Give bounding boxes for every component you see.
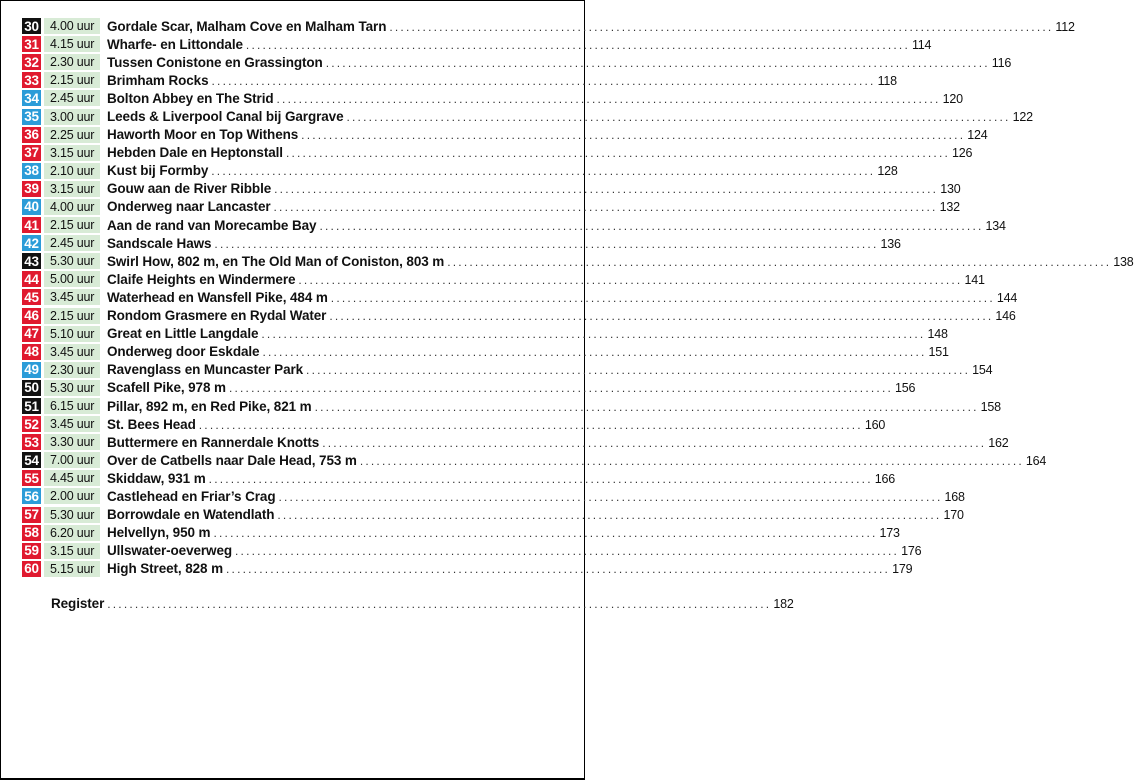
leader-dots: ........................................................................................................................ <box>276 91 941 106</box>
route-title: Borrowdale en Watendlath <box>107 507 275 523</box>
leader-dots: ........................................................................................................................ <box>325 55 990 70</box>
route-page-number: 168 <box>944 489 965 504</box>
route-number-badge: 54 <box>22 452 41 468</box>
route-row[interactable] <box>22 288 1018 306</box>
route-duration: 2.45 uur <box>44 235 100 251</box>
route-page-number: 154 <box>972 363 993 378</box>
route-page-number: 162 <box>988 435 1009 450</box>
route-row[interactable] <box>22 17 1075 35</box>
route-title: Haworth Moor en Top Withens <box>107 127 299 143</box>
route-row[interactable] <box>22 397 1001 415</box>
route-duration: 5.30 uur <box>44 253 100 269</box>
route-duration: 2.10 uur <box>44 163 100 179</box>
route-page-number: 122 <box>1012 110 1033 125</box>
route-duration: 3.45 uur <box>44 344 100 360</box>
route-page-number: 114 <box>911 37 932 52</box>
route-row[interactable] <box>22 433 1009 451</box>
route-title: Buttermere en Rannerdale Knotts <box>107 434 320 450</box>
route-duration: 3.15 uur <box>44 181 100 197</box>
leader-dots: ........................................................................................................................ <box>274 182 939 197</box>
route-number-badge: 50 <box>22 380 41 396</box>
route-duration: 2.15 uur <box>44 308 100 324</box>
leader-dots: ........................................................................................................................ <box>262 345 927 360</box>
route-duration: 5.10 uur <box>44 326 100 342</box>
route-title: Leeds & Liverpool Canal bij Gargrave <box>107 109 344 125</box>
route-duration: 3.15 uur <box>44 145 100 161</box>
register-entry[interactable] <box>51 596 794 611</box>
leader-dots: ........................................................................................................................ <box>346 110 1011 125</box>
route-number-badge: 49 <box>22 362 41 378</box>
leader-dots: ........................................................................................................................ <box>359 453 1024 468</box>
route-row[interactable] <box>22 216 1006 234</box>
route-row[interactable] <box>22 469 895 487</box>
leader-dots: ........................................................................................................................ <box>306 363 971 378</box>
route-page-number: 148 <box>927 327 948 342</box>
route-duration: 3.00 uur <box>44 109 100 125</box>
route-row[interactable] <box>22 506 964 524</box>
route-duration: 5.00 uur <box>44 271 100 287</box>
route-title: Waterhead en Wansfell Pike, 484 m <box>107 289 328 305</box>
leader-dots: ........................................................................................................................ <box>107 597 772 611</box>
route-title: Helvellyn, 950 m <box>107 525 211 541</box>
route-page-number: 130 <box>940 182 961 197</box>
leader-dots: ........................................................................................................................ <box>278 489 943 504</box>
route-title: Scafell Pike, 978 m <box>107 380 226 396</box>
route-title: Kust bij Formby <box>107 163 209 179</box>
route-duration: 3.15 uur <box>44 543 100 559</box>
leader-dots: ........................................................................................................................ <box>273 200 938 215</box>
route-number-badge: 30 <box>22 18 41 34</box>
leader-dots: ........................................................................................................................ <box>226 562 891 577</box>
leader-dots: ........................................................................................................................ <box>245 37 910 52</box>
route-number-badge: 40 <box>22 199 41 215</box>
route-number-badge: 57 <box>22 507 41 523</box>
route-number-badge: 53 <box>22 434 41 450</box>
leader-dots: ........................................................................................................................ <box>330 290 995 305</box>
route-page-number: 112 <box>1055 19 1075 34</box>
route-number-badge: 36 <box>22 127 41 143</box>
route-page-number: 128 <box>877 164 898 179</box>
route-title: Claife Heights en Windermere <box>107 271 296 287</box>
route-title: Ullswater-oeverweg <box>107 543 232 559</box>
route-row[interactable] <box>22 542 922 560</box>
route-title: Ravenglass en Muncaster Park <box>107 362 304 378</box>
route-row[interactable] <box>22 325 948 343</box>
route-title: Hebden Dale en Heptonstall <box>107 145 283 161</box>
route-row[interactable] <box>22 35 932 53</box>
route-page-number: 141 <box>964 272 985 287</box>
leader-dots: ........................................................................................................................ <box>322 435 987 450</box>
route-number-badge: 58 <box>22 525 41 541</box>
route-number-badge: 33 <box>22 72 41 88</box>
route-number-badge: 59 <box>22 543 41 559</box>
route-page-number: 170 <box>943 508 964 523</box>
register-page: 182 <box>773 597 794 611</box>
route-title: Gouw aan de River Ribble <box>107 181 272 197</box>
route-duration: 2.25 uur <box>44 127 100 143</box>
route-title: Great en Little Langdale <box>107 326 259 342</box>
route-page-number: 160 <box>864 417 886 432</box>
leader-dots: ........................................................................................................................ <box>208 471 873 486</box>
route-title: Rondom Grasmere en Rydal Water <box>107 308 327 324</box>
route-number-badge: 52 <box>22 416 41 432</box>
route-row[interactable] <box>22 107 1033 125</box>
route-page-number: 151 <box>928 345 949 360</box>
route-row[interactable] <box>22 180 961 198</box>
route-title: Tussen Conistone en Grassington <box>107 54 323 70</box>
route-duration: 4.00 uur <box>44 18 100 34</box>
route-duration: 3.45 uur <box>44 289 100 305</box>
route-title: Over de Catbells naar Dale Head, 753 m <box>107 452 357 468</box>
route-duration: 5.15 uur <box>44 561 100 577</box>
route-page-number: 158 <box>980 399 1001 414</box>
route-page-number: 176 <box>901 544 922 559</box>
leader-dots: ........................................................................................................................ <box>261 327 926 342</box>
route-duration: 7.00 uur <box>44 452 100 468</box>
route-number-badge: 41 <box>22 217 41 233</box>
route-page-number: 166 <box>874 471 895 486</box>
route-page-number: 179 <box>892 562 913 577</box>
route-duration: 6.20 uur <box>44 525 100 541</box>
route-number-badge: 55 <box>22 470 41 486</box>
route-duration: 3.30 uur <box>44 434 100 450</box>
route-row[interactable] <box>22 343 949 361</box>
route-title: Onderweg naar Lancaster <box>107 199 271 215</box>
route-page-number: 164 <box>1025 453 1047 468</box>
route-duration: 2.15 uur <box>44 217 100 233</box>
route-duration: 6.15 uur <box>44 398 100 414</box>
route-row[interactable] <box>22 162 898 180</box>
route-title: Swirl How, 802 m, en The Old Man of Coniston, 803 m <box>107 253 445 269</box>
route-number-badge: 44 <box>22 271 41 287</box>
route-row[interactable] <box>22 307 1016 325</box>
route-page-number: 156 <box>895 381 916 396</box>
route-number-badge: 43 <box>22 253 41 269</box>
leader-dots: ........................................................................................................................ <box>298 272 963 287</box>
route-duration: 5.30 uur <box>44 507 100 523</box>
leader-dots: ........................................................................................................................ <box>214 236 879 251</box>
route-number-badge: 51 <box>22 398 41 414</box>
route-page-number: 118 <box>877 73 897 88</box>
route-page-number: 146 <box>995 309 1016 324</box>
route-row[interactable] <box>22 198 960 216</box>
route-row[interactable] <box>22 487 965 505</box>
route-page-number: 173 <box>879 526 900 541</box>
route-page-number: 124 <box>967 128 988 143</box>
route-duration: 3.45 uur <box>44 416 100 432</box>
route-page-number: 120 <box>942 91 963 106</box>
route-number-badge: 47 <box>22 326 41 342</box>
route-page-number: 126 <box>952 146 973 161</box>
route-duration: 5.30 uur <box>44 380 100 396</box>
route-number-badge: 35 <box>22 109 41 125</box>
route-number-badge: 39 <box>22 181 41 197</box>
route-row[interactable] <box>22 270 985 288</box>
route-title: Castlehead en Friar’s Crag <box>107 488 276 504</box>
route-row[interactable] <box>22 379 916 397</box>
route-number-badge: 31 <box>22 36 41 52</box>
route-row[interactable] <box>22 89 963 107</box>
route-page-number: 116 <box>991 55 1012 70</box>
route-row[interactable] <box>22 415 886 433</box>
leader-dots: ........................................................................................................................ <box>389 19 1054 34</box>
route-page-number: 144 <box>996 290 1018 305</box>
route-page-number: 136 <box>880 236 901 251</box>
route-title: Bolton Abbey en The Strid <box>107 90 274 106</box>
leader-dots: ........................................................................................................................ <box>213 526 878 541</box>
route-row[interactable] <box>22 144 973 162</box>
route-number-badge: 48 <box>22 344 41 360</box>
route-row[interactable] <box>22 451 1047 469</box>
route-duration: 2.30 uur <box>44 362 100 378</box>
route-page-number: 134 <box>985 218 1006 233</box>
leader-dots: ........................................................................................................................ <box>277 508 942 523</box>
route-row[interactable] <box>22 524 900 542</box>
route-duration: 2.45 uur <box>44 90 100 106</box>
route-title: High Street, 828 m <box>107 561 223 577</box>
route-row[interactable] <box>22 126 988 144</box>
route-row[interactable] <box>22 53 1012 71</box>
leader-dots: ........................................................................................................................ <box>447 254 1112 269</box>
route-list <box>22 17 1134 578</box>
route-number-badge: 60 <box>22 561 41 577</box>
route-title: Wharfe- en Littondale <box>107 36 243 52</box>
route-title: St. Bees Head <box>107 416 196 432</box>
leader-dots: ........................................................................................................................ <box>198 417 863 432</box>
leader-dots: ........................................................................................................................ <box>314 399 979 414</box>
leader-dots: ........................................................................................................................ <box>285 146 951 161</box>
route-duration: 4.00 uur <box>44 199 100 215</box>
leader-dots: ........................................................................................................................ <box>235 544 900 559</box>
route-duration: 4.15 uur <box>44 36 100 52</box>
route-row[interactable] <box>22 234 901 252</box>
route-row[interactable] <box>22 361 993 379</box>
route-title: Gordale Scar, Malham Cove en Malham Tarn <box>107 18 387 34</box>
route-title: Brimham Rocks <box>107 72 209 88</box>
route-title: Skiddaw, 931 m <box>107 470 206 486</box>
route-duration: 2.00 uur <box>44 488 100 504</box>
leader-dots: ........................................................................................................................ <box>301 128 966 143</box>
route-duration: 2.30 uur <box>44 54 100 70</box>
route-title: Sandscale Haws <box>107 235 212 251</box>
route-number-badge: 46 <box>22 308 41 324</box>
route-number-badge: 37 <box>22 145 41 161</box>
leader-dots: ........................................................................................................................ <box>329 309 994 324</box>
route-title: Aan de rand van Morecambe Bay <box>107 217 317 233</box>
route-title: Onderweg door Eskdale <box>107 344 260 360</box>
leader-dots: ........................................................................................................................ <box>319 218 984 233</box>
route-duration: 2.15 uur <box>44 72 100 88</box>
route-page-number: 138 <box>1113 254 1134 269</box>
route-number-badge: 34 <box>22 90 41 106</box>
leader-dots: ........................................................................................................................ <box>211 73 876 88</box>
route-row[interactable] <box>22 560 913 578</box>
route-number-badge: 38 <box>22 163 41 179</box>
route-number-badge: 42 <box>22 235 41 251</box>
register-label: Register <box>51 596 105 611</box>
leader-dots: ........................................................................................................................ <box>228 381 894 396</box>
route-number-badge: 45 <box>22 289 41 305</box>
route-row[interactable] <box>22 71 897 89</box>
route-title: Pillar, 892 m, en Red Pike, 821 m <box>107 398 312 414</box>
leader-dots: ........................................................................................................................ <box>211 164 876 179</box>
route-number-badge: 56 <box>22 488 41 504</box>
route-duration: 4.45 uur <box>44 470 100 486</box>
route-page-number: 132 <box>939 200 960 215</box>
route-number-badge: 32 <box>22 54 41 70</box>
route-row[interactable] <box>22 252 1134 270</box>
